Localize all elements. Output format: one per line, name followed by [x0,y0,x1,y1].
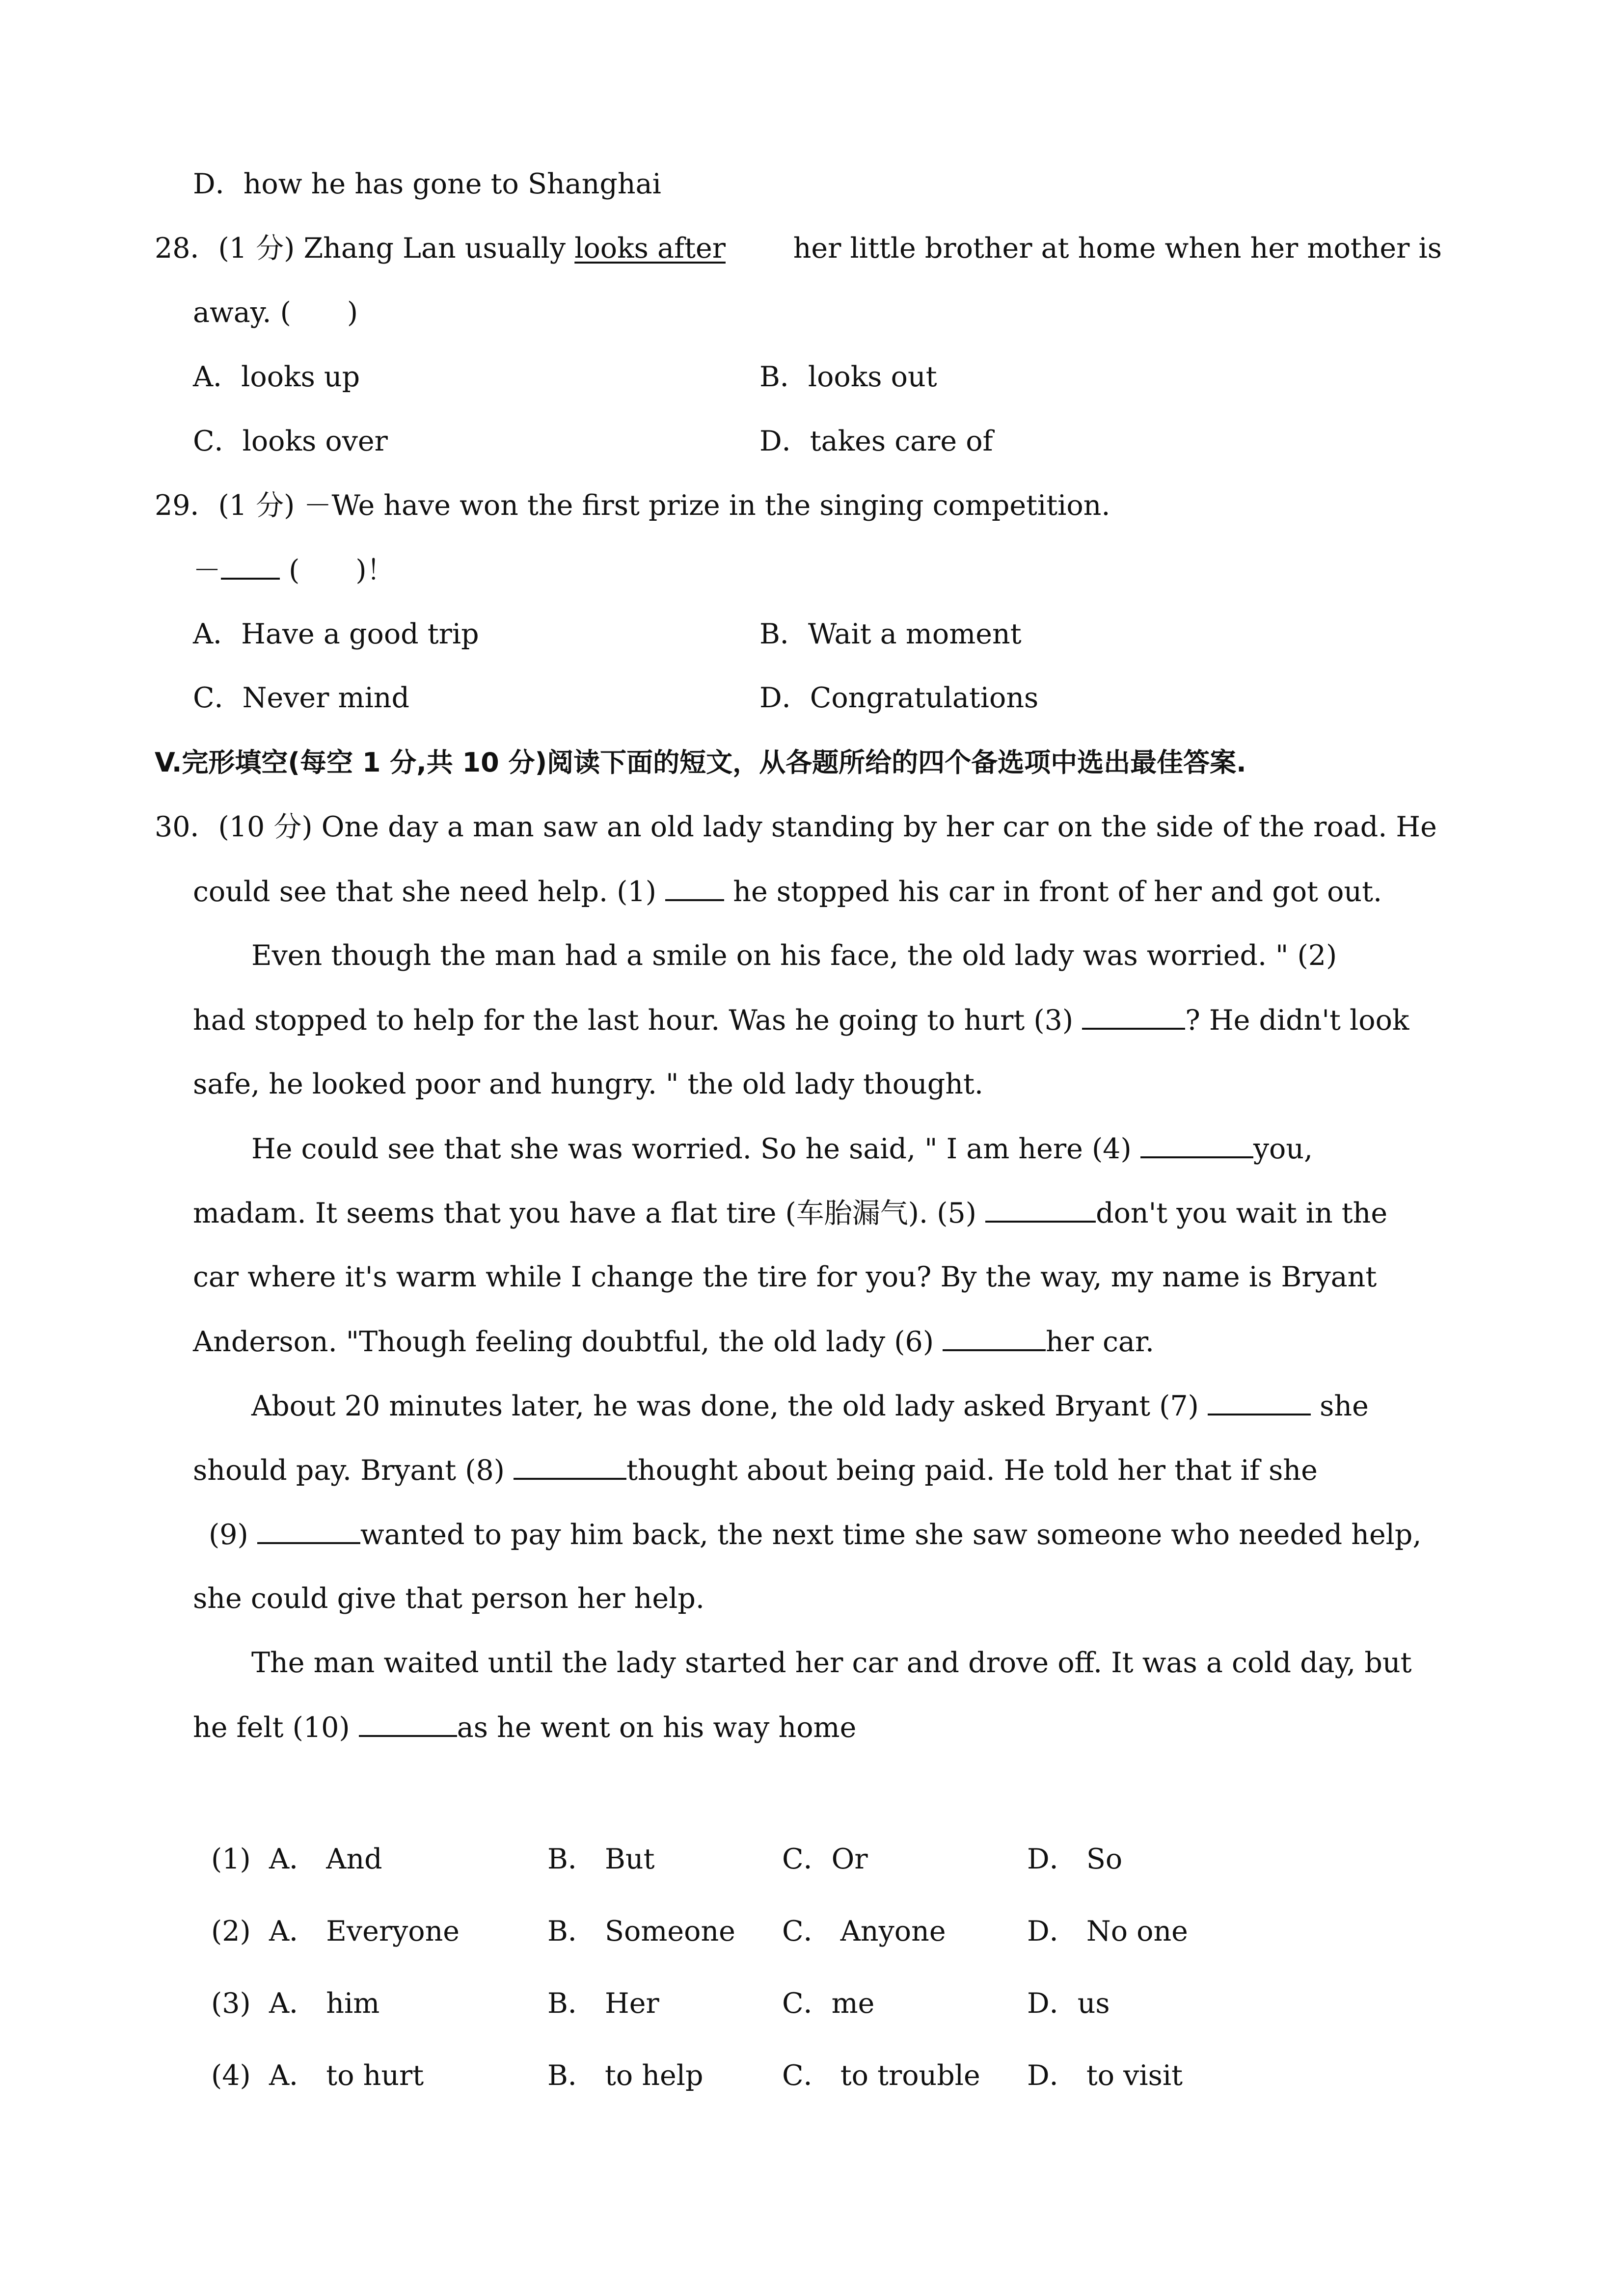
q29-answer-blank[interactable] [221,556,280,580]
q28-prefix: 28．(1 分) Zhang Lan usually looks after [155,232,726,265]
q29-paren: ( )！ [289,554,395,587]
q29-option-a: A．Have a good trip [193,618,479,650]
option-b: B． Someone [547,1915,735,1948]
passage-line-14: The man waited until the lady started her car and drove off. It was a cold day, but [251,1647,1412,1679]
passage-line-8: car where it's warm while I change the tire for you? By the way, my name is Bryant [193,1261,1377,1293]
blank-4[interactable] [1140,1135,1253,1158]
option-a: A． him [269,1987,380,2020]
option-d: D． No one [1027,1915,1188,1948]
q29-option-b: B．Wait a moment [759,618,1022,650]
passage-line-1: 30．(10 分) One day a man saw an old lady standing by her car on the side of the road. He [155,811,1437,843]
q28-rest: her little brother at home when her mother is [793,232,1442,265]
passage-line-7: madam. It seems that you have a flat tire (车胎漏气). (5) don't you wait in the [193,1197,1388,1229]
blank-1[interactable] [665,878,724,901]
passage-line-9: Anderson. "Though feeling doubtful, the old lady (6) her car. [193,1326,1154,1358]
q28-underlined-phrase: looks after [574,232,726,265]
option-c: C．me [782,1987,875,2020]
passage-line-15: he felt (10) as he went on his way home [193,1711,857,1744]
q29-dash: － [193,554,221,587]
option-b: B． Her [547,1987,659,2020]
passage-line-6: He could see that she was worried. So he said, " I am here (4) you, [251,1133,1313,1165]
blank-3[interactable] [1082,1006,1185,1030]
q28-option-a: A．looks up [193,361,360,393]
blank-8[interactable] [514,1456,626,1480]
passage-line-4: had stopped to help for the last hour. Was he going to hurt (3) ? He didn't look [193,1004,1409,1037]
q28-stem-line2: away. ( ) [193,296,358,329]
passage-line-12: (9) wanted to pay him back, the next time she saw someone who needed help, [209,1519,1422,1551]
passage-line-10: About 20 minutes later, he was done, the old lady asked Bryant (7) she [251,1390,1369,1422]
option-a: A． to hurt [269,2059,424,2092]
option-a: A． Everyone [269,1915,460,1948]
q28-option-d: D．takes care of [759,425,993,457]
blank-10[interactable] [359,1713,457,1737]
option-c: C． to trouble [782,2059,980,2092]
option-d: D． to visit [1027,2059,1183,2092]
passage-line-13: she could give that person her help. [193,1582,704,1615]
option-num: (2) [211,1915,251,1948]
passage-line-3: Even though the man had a smile on his face, the old lady was worried. " (2) [251,939,1337,972]
section-heading: V.完形填空(每空 1 分,共 10 分)阅读下面的短文，从各题所给的四个备选项中选出最佳答案. [155,747,1246,778]
option-b: B． But [547,1843,655,1875]
option-d: D．us [1027,1987,1110,2020]
passage-line-2: could see that she need help. (1) he stopped his car in front of her and got out. [193,876,1382,908]
q28-option-c: C．looks over [193,425,388,457]
q29-option-d: D．Congratulations [759,682,1039,714]
option-b: B． to help [547,2059,704,2092]
passage-line-5: safe, he looked poor and hungry. " the old lady thought. [193,1068,983,1100]
passage-line-11: should pay. Bryant (8) thought about being paid. He told her that if she [193,1454,1318,1487]
blank-9[interactable] [257,1521,360,1544]
q29-stem-line1: 29．(1 分) －We have won the first prize in the singing competition. [155,489,1110,522]
option-d: D． So [1027,1843,1123,1875]
option-c: C． Anyone [782,1915,946,1948]
option-num: (4) [211,2059,251,2092]
q28-stem-line1 [155,232,1442,265]
option-num: (1) [211,1843,251,1875]
blank-5[interactable] [985,1199,1096,1223]
q28-option-b: B．looks out [759,361,937,393]
q29-option-c: C．Never mind [193,682,409,714]
option-a: A． And [269,1843,382,1875]
blank-7[interactable] [1208,1392,1311,1415]
blank-6[interactable] [943,1328,1046,1351]
q29-stem-line2 [193,556,395,585]
option-c: C．Or [782,1843,868,1875]
q27-option-d: D．how he has gone to Shanghai [193,168,661,200]
option-num: (3) [211,1987,251,2020]
